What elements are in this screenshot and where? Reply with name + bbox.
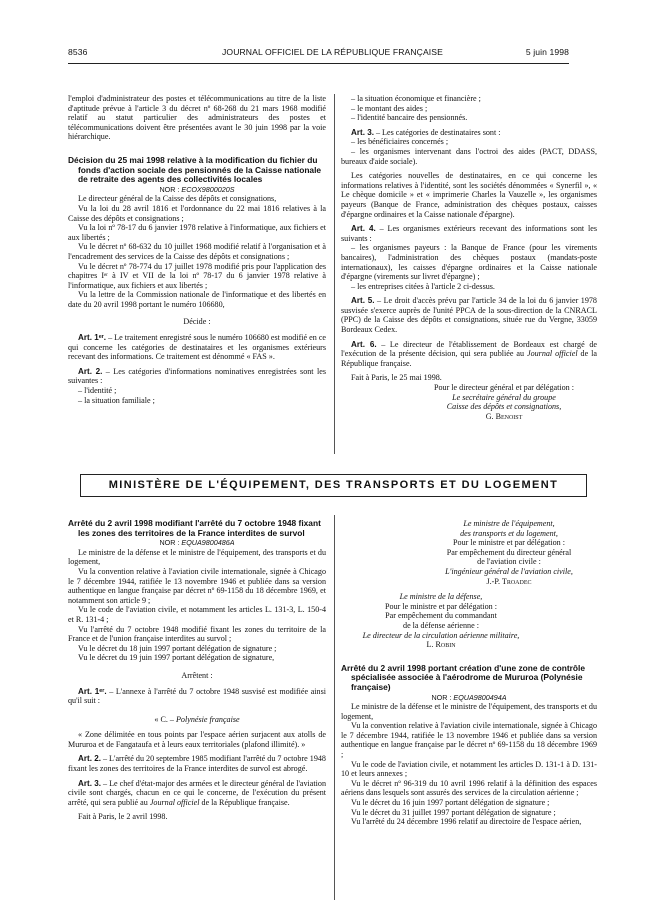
article-label: Art. 1ᵉʳ. [78, 686, 107, 696]
nor-reference [341, 693, 597, 703]
signature-line: des transports et du logement, [460, 528, 558, 538]
paragraph: Le ministre de la défense et le ministre de l'équipement, des transports et du logement, [68, 547, 326, 567]
list-item: – les organismes payeurs : la Banque de France (pour les virements bancaires), l'administration des chèques postaux (mandats-poste internationaux), les caisses d'épargne ordinaires et la Caisse nationale d'épargne (virements sur livret d'épargne) ; [341, 243, 597, 282]
paragraph: Le directeur général de la Caisse des dépôts et consignations, [78, 194, 277, 204]
list-item: – les bénéficiaires concernés ; [351, 137, 449, 147]
nor-value: EQUA9800494A [453, 692, 507, 702]
signature-line: de la défense aérienne : [403, 620, 479, 630]
annex-heading-title: Polynésie française [175, 714, 240, 724]
paragraph: Vu le décret du 19 juin 1997 portant délégation de signature, [78, 653, 275, 663]
list-item: – la situation économique et financière ; [351, 94, 481, 103]
list-item: – les entreprises citées à l'article 2 ci-dessus. [351, 281, 495, 291]
article-text: – Les catégories de destinataires sont : [373, 127, 501, 137]
article-text: – Le traitement enregistré sous le numéro 106680 est modifié en ce qui concerne les catégories de destinataires et les organismes extérieurs recevant des informations. Ce traitement est dénommé « FAS ». [68, 333, 327, 362]
paragraph: Vu le décret nº 68-632 du 10 juillet 1968 modifié relatif à l'organisation et à l'encadrement des services de la Caisse des dépôts et consignations ; [68, 242, 326, 261]
nor-value: ECOX9800020S [181, 184, 235, 194]
bottom-left-column [68, 519, 326, 822]
paragraph: Vu la loi du 28 avril 1816 et l'ordonnance du 22 mai 1816 relatives à la Caisse des dépôts et consignations ; [68, 203, 326, 223]
article-4 [341, 224, 597, 243]
paragraph: Vu le code de l'aviation civile, et notamment les articles D. 131-1 à D. 131-10 et leurs annexes ; [341, 759, 597, 779]
signature-line: Le directeur de la circulation aérienne militaire, [362, 630, 520, 640]
paragraph: Vu la loi nº 78-17 du 6 janvier 1978 relative à l'informatique, aux fichiers et aux libertés ; [68, 223, 326, 242]
article-6 [341, 340, 597, 369]
article-text: – Les organismes extérieurs recevant des informations sont les suivants : [341, 224, 597, 243]
article-label: Art. 3. [78, 778, 101, 788]
signature-block-defense [341, 592, 541, 650]
article-label: Art. 6. [351, 339, 377, 349]
issue-date: 5 juin 1998 [525, 47, 569, 57]
article-3 [68, 779, 326, 808]
article-1 [68, 687, 326, 706]
decide-heading: Décide : [183, 317, 211, 327]
arrete-title: Arrêté du 2 avril 1998 portant création d'une zone de contrôle spécialisée associée à l'aérodrome de Mururoa (Polynésie française) [341, 662, 585, 692]
nor-label: NOR : [159, 538, 180, 548]
signature-block [411, 383, 597, 421]
column-divider-top [334, 94, 335, 454]
ministry-banner: MINISTÈRE DE L'ÉQUIPEMENT, DES TRANSPORTS ET DU LOGEMENT [80, 474, 587, 497]
paragraph: Vu la convention relative à l'aviation civile internationale, signée à Chicago le 7 décembre 1944, ratifiée le 13 novembre 1946 et publiée dans sa version authentique en langue française par le décret nº 69-1158 du 18 décembre 1969 ; [341, 721, 597, 760]
paragraph: Vu le décret nº 78-774 du 17 juillet 1978 modifié pris pour l'application des chapitres Iᵉʳ à IV et VII de la loi nº 78-17 du 6 janvier 1978 relative à l'informatique, aux fichiers et aux libertés ; [68, 261, 326, 290]
header-rule [68, 63, 569, 64]
column-divider-bottom [334, 515, 335, 900]
decide-heading: Arrêtent : [181, 670, 213, 680]
signatory-name: L. Robin [426, 640, 456, 650]
signatory-name: G. Benoist [485, 411, 523, 421]
signature-block-equipement [421, 519, 597, 586]
top-right-column [341, 94, 597, 421]
annex-heading [68, 715, 326, 725]
signatory-name: J.-P. Troadec [486, 576, 532, 586]
signature-line: Pour le directeur général et par délégation : [433, 383, 574, 393]
list-item: – l'identité ; [78, 386, 117, 396]
article-text: – Les catégories d'informations nominatives enregistrées sont les suivantes : [68, 366, 326, 386]
nor-label: NOR : [431, 692, 452, 702]
page-number: 8536 [68, 47, 88, 57]
article-2 [68, 754, 326, 773]
list-item: – les organismes intervenant dans l'octroi des aides (PACT, DDASS, bureaux d'aide sociale). [341, 146, 597, 166]
paragraph: Le ministre de la défense et le ministre de l'équipement, des transports et du logement, [341, 702, 597, 721]
article-text: – Le droit d'accès prévu par l'article 34 de la loi du 6 janvier 1978 susvisée s'exerce auprès de l'unité PPCA de la sous-direction de la CNRACL (PPC) de la Caisse des dépôts et consignations, située rue du Vergne, 33059 Bordeaux Cedex. [341, 296, 597, 335]
decision-title: Décision du 25 mai 1998 relative à la modification du fichier du fonds d'action sociale des pensionnés de la Caisse nationale de retraite des agents des collectivités locales [68, 154, 322, 185]
list-item: – l'identité bancaire des pensionnés. [351, 113, 468, 123]
journal-name: Journal officiel [527, 349, 578, 359]
article-5 [341, 296, 597, 334]
article-label: Art. 3. [351, 127, 374, 137]
article-text: de la République française. [341, 349, 597, 368]
nor-label: NOR : [159, 184, 180, 194]
paragraph: Vu le décret du 16 juin 1997 portant délégation de signature ; [351, 798, 550, 808]
bottom-right-column [341, 519, 597, 827]
done-at: Fait à Paris, le 25 mai 1998. [351, 373, 442, 383]
article-3 [341, 128, 597, 138]
annex-heading-prefix: « C. – [154, 714, 176, 724]
quoted-zone: « Zone délimitée en tous points par l'espace aérien surjacent aux atolls de Mururoa et de Fangataufa et à leurs eaux territoriales (plafond illimité). » [68, 730, 326, 749]
article-label: Art. 5. [351, 296, 375, 306]
article-text: – Le chef d'état-major des armées et le directeur général de l'aviation civile sont chargés, chacun en ce qui le concerne, de l'exécution du présent arrêté, qui sera publié au [68, 778, 326, 807]
signature-line: Par empêchement du directeur général [446, 547, 572, 557]
article-2 [68, 367, 326, 386]
article-text: de la République française. [199, 797, 290, 807]
list-item: – la situation familiale ; [78, 395, 155, 405]
top-left-column [68, 94, 326, 405]
nor-reference [68, 185, 326, 195]
article-1 [68, 333, 326, 362]
article-text: – Le directeur de l'établissement de Bordeaux est chargé de l'exécution de la présente décision, qui sera publiée au [341, 339, 597, 359]
article-text: – L'arrêté du 20 septembre 1985 modifiant l'arrêté du 7 octobre 1948 fixant les zones des territoires de la France interdites de survol est abrogé. [68, 754, 326, 774]
paragraph: Vu le décret du 18 juin 1997 portant délégation de signature ; [78, 643, 277, 653]
journal-title: JOURNAL OFFICIEL DE LA RÉPUBLIQUE FRANÇAISE [222, 47, 443, 57]
signature-line: Pour le ministre et par délégation : [385, 601, 497, 611]
signature-line: Le secrétaire général du groupe [452, 392, 556, 402]
paragraph: Vu le décret du 31 juillet 1997 portant délégation de signature ; [351, 807, 556, 817]
paragraph: Vu l'arrêté du 7 octobre 1948 modifié fixant les zones du territoire de la France et de l'union française interdites au survol ; [68, 624, 326, 644]
article-label: Art. 2. [78, 366, 103, 376]
paragraph: Vu le code de l'aviation civile, et notamment les articles L. 131-3, L. 150-4 et R. 131-4 ; [68, 605, 326, 624]
paragraph: Vu l'arrêté du 24 décembre 1996 relatif au directoire de l'espace aérien, [351, 817, 582, 827]
paragraph: Vu la lettre de la Commission nationale de l'informatique et des libertés en date du 20 avril 1998 portant le numéro 106680, [68, 290, 326, 309]
paragraph: Les catégories nouvelles de destinataires, en ce qui concerne les informations relatives à l'identité, sont les sociétés dénommées « Synerfil », « Le chèque domicile » et « imprimerie Charles la Vauzelle », les organismes payeurs (Banque de France, administration des chèques postaux, caisses d'épargne ordinaires et la Caisse nationale d'épargne). [341, 171, 597, 219]
signature-line: Le ministre de la défense, [399, 592, 483, 602]
signature-line: L'ingénieur général de l'aviation civile, [445, 566, 573, 576]
article-label: Art. 2. [78, 754, 101, 764]
nor-reference [68, 538, 326, 548]
signature-line: Par empêchement du commandant [385, 611, 497, 621]
paragraph: Vu le décret nº 96-319 du 10 avril 1996 relatif à la définition des espaces aériens dans lesquels sont assurés des services de la circulation aérienne ; [341, 778, 597, 798]
journal-name: Journal officiel [149, 797, 200, 807]
signature-line: Le ministre de l'équipement, [463, 519, 555, 528]
list-item: – le montant des aides ; [351, 103, 428, 113]
signature-line: Pour le ministre et par délégation : [453, 538, 565, 548]
article-label: Art. 4. [351, 224, 376, 234]
arrete-title: Arrêté du 2 avril 1998 modifiant l'arrêté du 7 octobre 1948 fixant les zones des territoires de la France interdites de survol [68, 518, 321, 538]
signature-line: Caisse des dépôts et consignations, [446, 402, 562, 412]
nor-value: EQUA9800486A [181, 538, 235, 548]
intro-paragraph: l'emploi d'administrateur des postes et télécommunications au titre de la liste d'aptitude prévue à l'article 3 du décret nº 68-268 du 21 mars 1968 modifié relatif au statut particulier des administrateurs des postes et télécommunications doivent être présentées avant le 30 juin 1998 par la voie hiérarchique. [68, 94, 326, 142]
signature-line: de l'aviation civile : [477, 557, 541, 567]
article-text: – L'annexe à l'arrêté du 7 octobre 1948 susvisé est modifiée ainsi qu'il suit : [68, 686, 326, 706]
article-label: Art. 1ᵉʳ. [78, 333, 107, 343]
done-at: Fait à Paris, le 2 avril 1998. [78, 812, 168, 822]
paragraph: Vu la convention relative à l'aviation civile internationale, signée à Chicago le 7 décembre 1944, ratifiée le 13 novembre 1946 et publiée dans sa version authentique en langue française par décret nº 69-1158 du 18 décembre 1969, et notamment son article 9 ; [68, 566, 326, 605]
